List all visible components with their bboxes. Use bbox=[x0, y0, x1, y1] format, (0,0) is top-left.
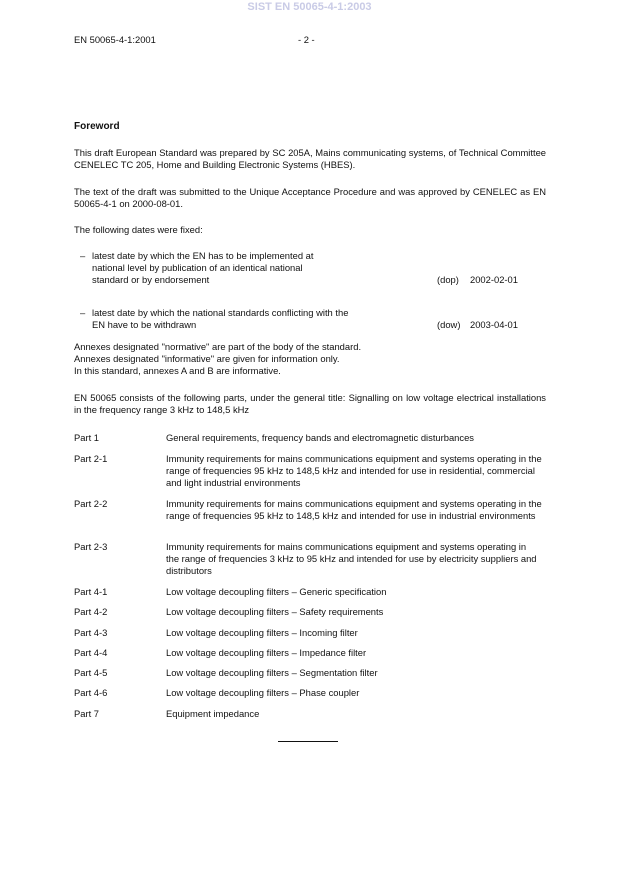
part-description: Low voltage decoupling filters – Segmentation filter bbox=[166, 667, 378, 678]
part-description: Immunity requirements for mains communications equipment and systems operating in the range of frequencies 3 kHz to 95 kHz and intended for use by electricity suppliers and distributors bbox=[166, 541, 537, 576]
date-value: 2002-02-01 bbox=[470, 274, 518, 285]
part-description: Low voltage decoupling filters – Impedance filter bbox=[166, 647, 367, 658]
part-label: Part 2-1 bbox=[74, 453, 108, 464]
dash: – bbox=[80, 307, 86, 318]
part-label: Part 4-2 bbox=[74, 606, 108, 617]
part-description: Equipment impedance bbox=[166, 708, 260, 719]
date-code: (dop) bbox=[437, 274, 459, 285]
annex-line: Annexes designated "informative" are given for information only. bbox=[74, 353, 340, 364]
section-heading: Foreword bbox=[74, 121, 120, 132]
header-doc-id: EN 50065-4-1:2001 bbox=[74, 34, 156, 45]
date-item bbox=[80, 250, 337, 286]
date-value: 2003-04-01 bbox=[470, 319, 518, 330]
part-label: Part 1 bbox=[74, 432, 100, 443]
header-page-number: - 2 - bbox=[298, 34, 315, 45]
part-label: Part 4-1 bbox=[74, 586, 108, 597]
annex-line: Annexes designated "normative" are part of the body of the standard. bbox=[74, 341, 362, 352]
part-description: General requirements, frequency bands and electromagnetic disturbances bbox=[166, 432, 474, 443]
paragraph: This draft European Standard was prepared by SC 205A, Mains communicating systems, of Technical Committee CENELEC TC 205, Home and Building Electronic Systems (HBES). bbox=[74, 147, 546, 170]
paragraph: The following dates were fixed: bbox=[74, 224, 203, 235]
part-label: Part 2-2 bbox=[74, 498, 108, 509]
date-item bbox=[80, 307, 352, 331]
part-label: Part 4-5 bbox=[74, 667, 108, 678]
part-label: Part 4-3 bbox=[74, 627, 108, 638]
part-description: Low voltage decoupling filters – Generic specification bbox=[166, 586, 387, 597]
parts-intro: EN 50065 consists of the following parts, under the general title: Signalling on low voltage electrical installations in the frequency range 3 kHz to 148,5 kHz bbox=[74, 392, 546, 415]
watermark: SIST EN 50065-4-1:2003 bbox=[247, 1, 372, 13]
end-rule bbox=[278, 741, 338, 742]
part-description: Immunity requirements for mains communications equipment and systems operating in the range of frequencies 95 kHz to 148,5 kHz and intended for use in residential, commercial and light industrial environments bbox=[166, 453, 542, 488]
date-item-text: latest date by which the national standards conflicting with the EN have to be withdrawn bbox=[92, 307, 349, 330]
part-label: Part 7 bbox=[74, 708, 100, 719]
annex-line: In this standard, annexes A and B are informative. bbox=[74, 365, 281, 376]
part-description: Low voltage decoupling filters – Incoming filter bbox=[166, 627, 358, 638]
date-code: (dow) bbox=[437, 319, 461, 330]
date-item-text: latest date by which the EN has to be implemented at national level by publication of an identical national standard or by endorsement bbox=[92, 250, 314, 285]
part-description: Low voltage decoupling filters – Phase coupler bbox=[166, 687, 360, 698]
part-label: Part 2-3 bbox=[74, 541, 108, 552]
paragraph: The text of the draft was submitted to the Unique Acceptance Procedure and was approved by CENELEC as EN 50065-4-1 on 2000-08-01. bbox=[74, 186, 546, 209]
part-label: Part 4-4 bbox=[74, 647, 108, 658]
dash: – bbox=[80, 250, 86, 261]
part-label: Part 4-6 bbox=[74, 687, 108, 698]
part-description: Low voltage decoupling filters – Safety requirements bbox=[166, 606, 384, 617]
part-description: Immunity requirements for mains communications equipment and systems operating in the range of frequencies 95 kHz to 148,5 kHz and intended for use in industrial environments bbox=[166, 498, 542, 521]
